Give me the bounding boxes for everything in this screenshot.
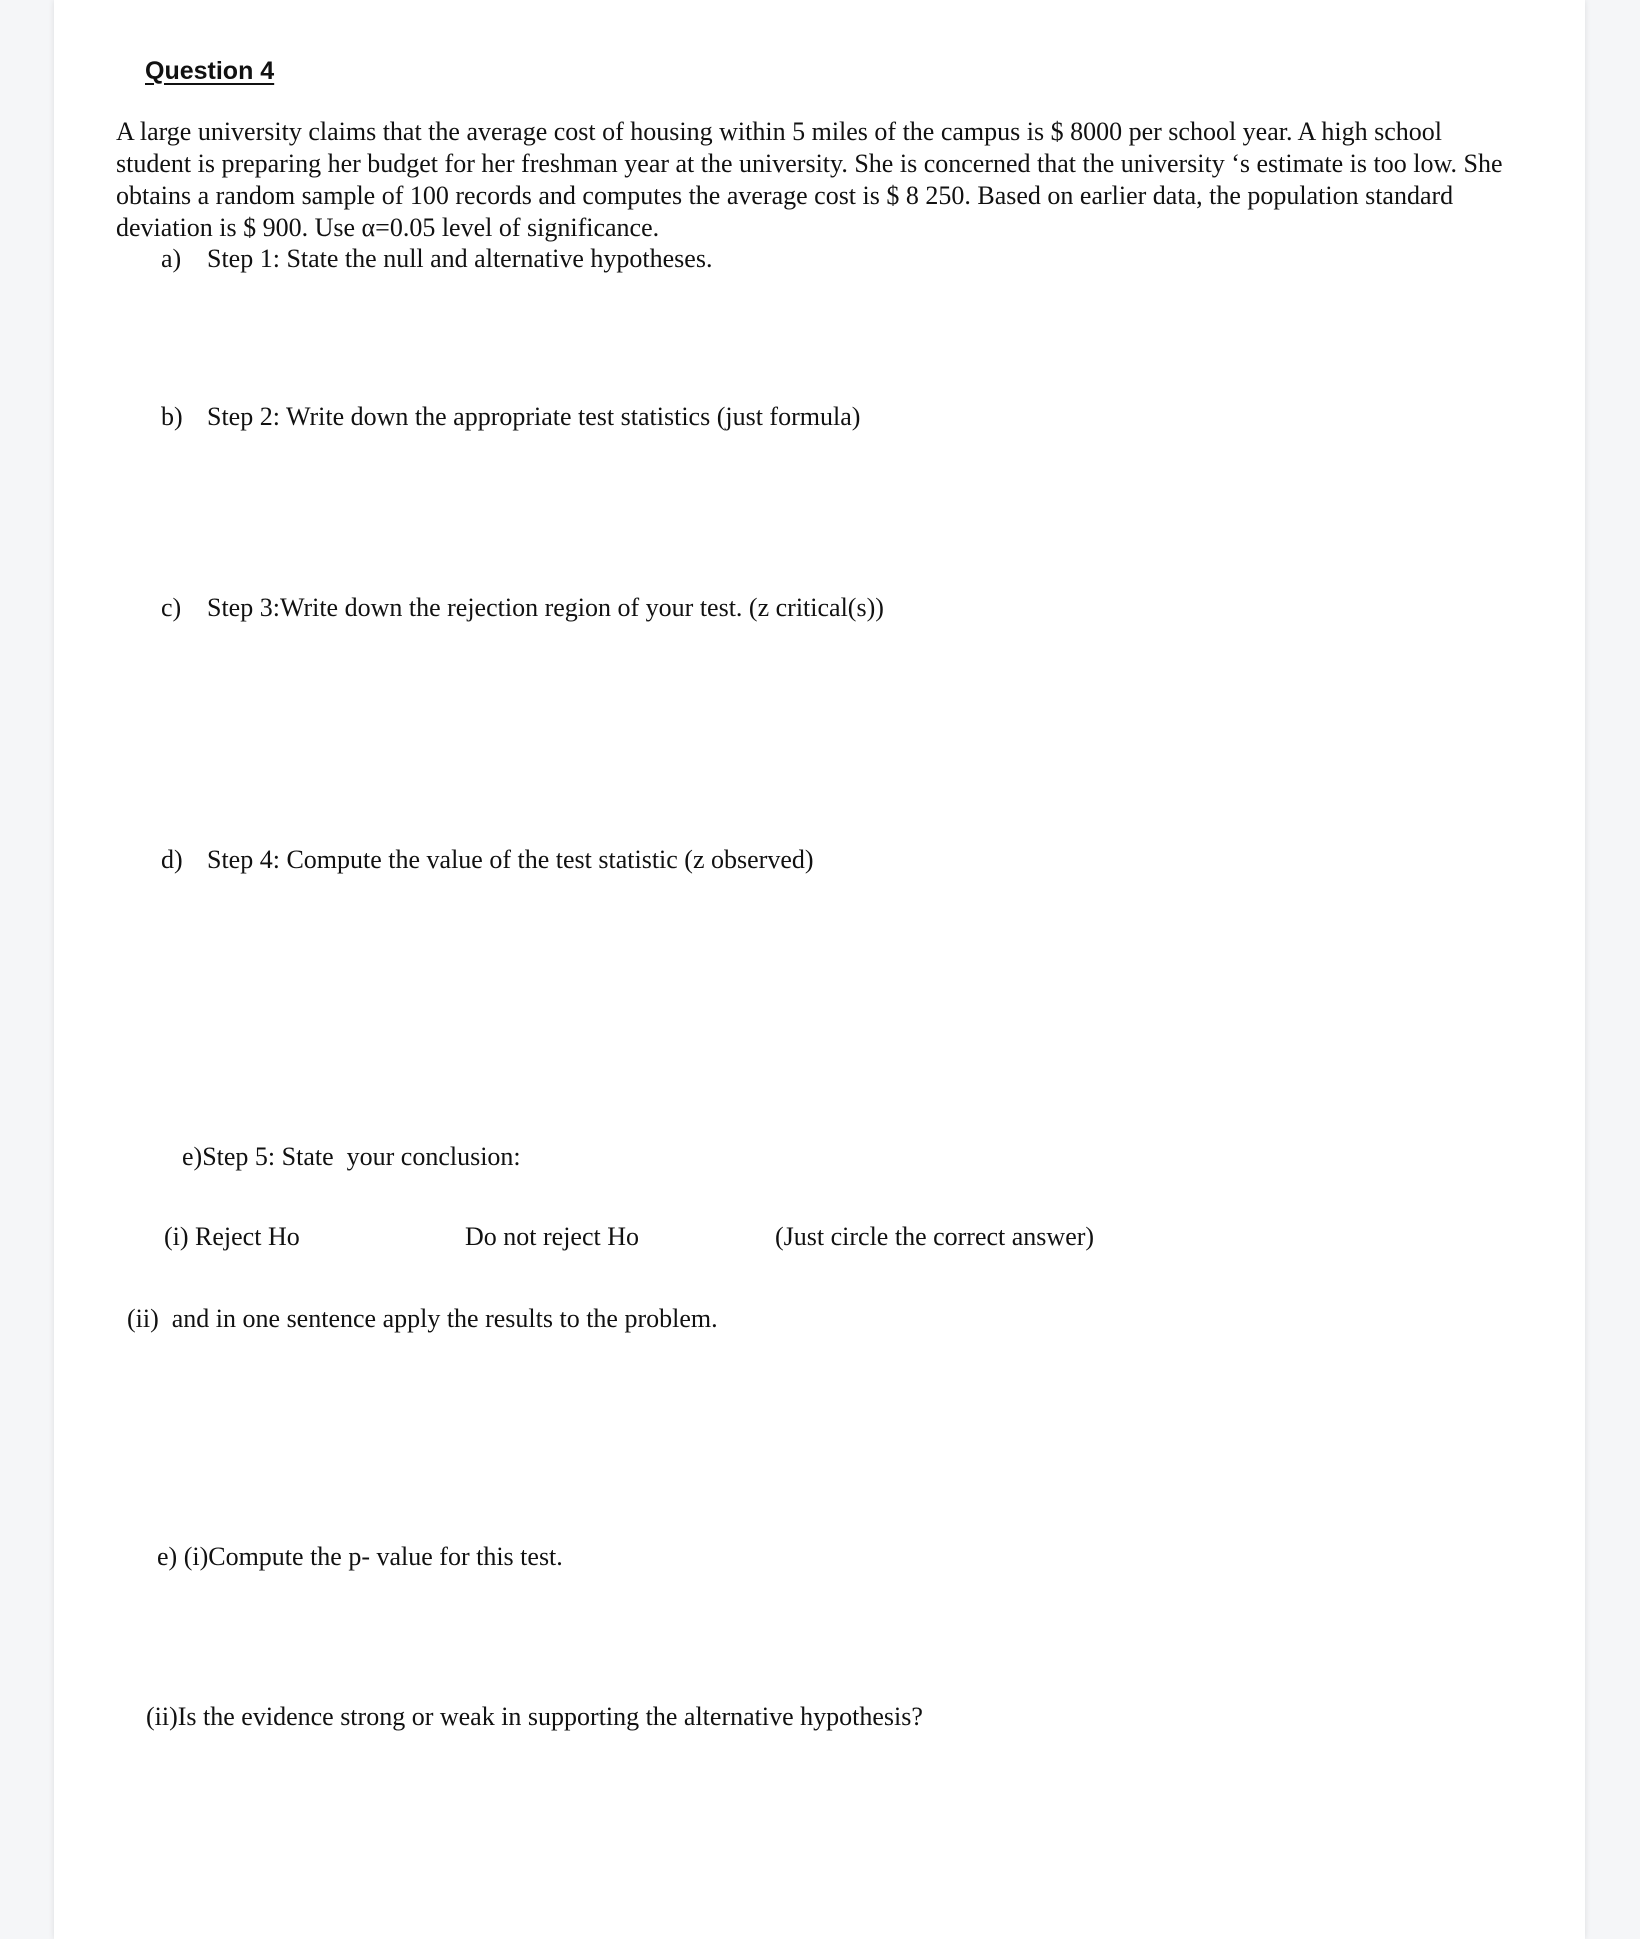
evidence-strength: (ii)Is the evidence strong or weak in supporting the alternative hypothesis? (146, 1702, 923, 1731)
step-d-text: Step 4: Compute the value of the test statistic (z observed) (207, 845, 814, 874)
question-title: Question 4 (145, 57, 275, 85)
document-page (54, 0, 1585, 1939)
step-b (161, 402, 860, 432)
step-a (161, 244, 712, 274)
step-d (161, 845, 814, 875)
step-a-label: a) (161, 244, 182, 273)
circle-instruction: (Just circle the correct answer) (775, 1222, 1095, 1251)
option-reject-ho[interactable]: (i) Reject Ho (164, 1222, 300, 1251)
step-d-label: d) (161, 845, 183, 874)
step-c-text: Step 3:Write down the rejection region of your test. (z critical(s)) (207, 593, 884, 622)
step-a-text: Step 1: State the null and alternative hypotheses. (207, 244, 713, 273)
step-b-text: Step 2: Write down the appropriate test statistics (just formula) (207, 402, 861, 431)
conclusion-apply: (ii) and in one sentence apply the results to the problem. (127, 1304, 718, 1333)
step-c (161, 593, 884, 623)
option-do-not-reject-ho[interactable]: Do not reject Ho (465, 1222, 640, 1251)
pvalue-compute: e) (i)Compute the p- value for this test. (157, 1542, 563, 1571)
step-e: e)Step 5: State your conclusion: (182, 1142, 521, 1171)
step-c-label: c) (161, 593, 182, 622)
question-intro: A large university claims that the average cost of housing within 5 miles of the campus is $ 8000 per school year. A high school student is preparing her budget for her freshman year at the university. She is concerned that the university ‘s estimate is too low. She obtains a random sample of 100 records and computes the average cost is $ 8 250. Based on earlier data, the population standard deviation is $ 900. Use α=0.05 level of significance. (116, 117, 1503, 242)
step-b-label: b) (161, 402, 183, 431)
